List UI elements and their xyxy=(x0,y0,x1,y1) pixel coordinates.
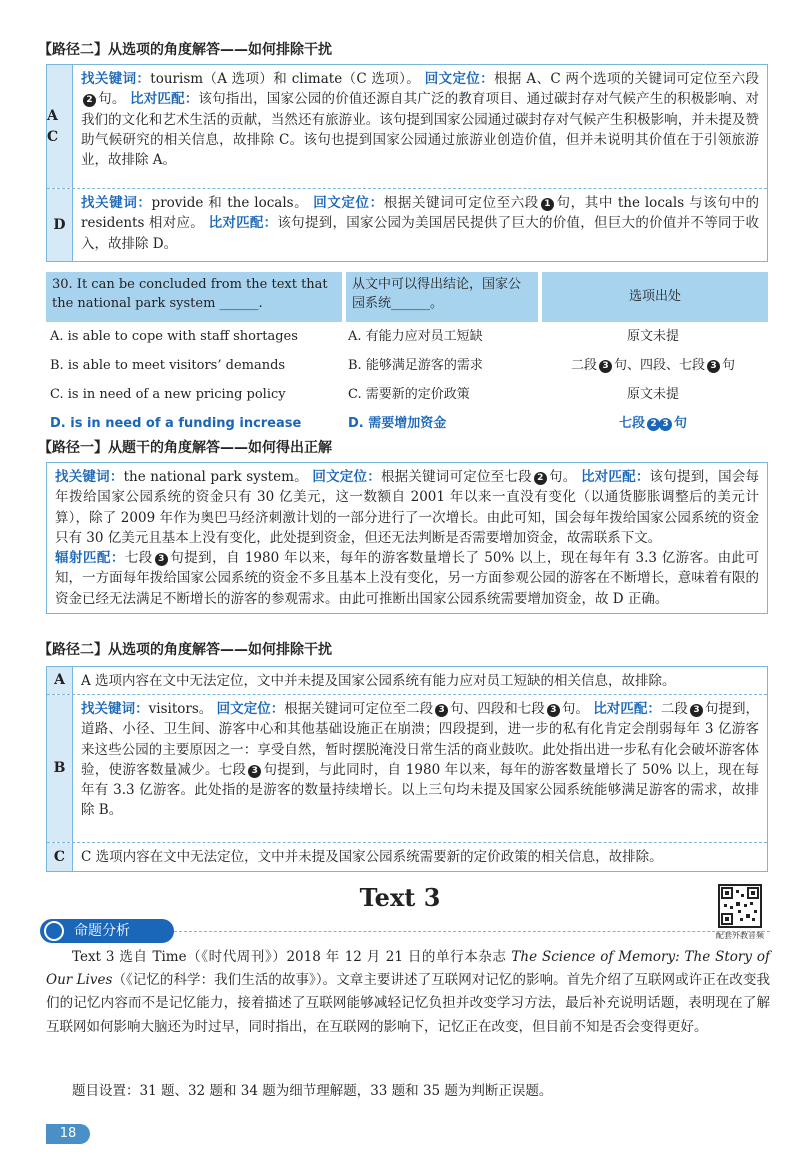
locate-label: 回文定位： xyxy=(216,701,285,717)
row-label: C xyxy=(47,843,73,871)
sentence-number-icon: 2 xyxy=(647,418,660,431)
radiate-text: 七段 xyxy=(124,550,153,566)
option-row-d xyxy=(47,189,767,261)
section-heading-path2: 【路径二】从选项的角度解答——如何排除干扰 xyxy=(38,42,332,58)
locate-text: 句、四段和七段 xyxy=(450,701,545,717)
magnifier-icon xyxy=(44,921,64,941)
option-b xyxy=(46,351,768,380)
locate-text-post: 句，其中 the locals 与该句中的 residents 相对应。 xyxy=(81,195,759,232)
match-label: 比对匹配： xyxy=(580,469,650,485)
match-text: 二段 xyxy=(660,701,688,717)
path1-box xyxy=(46,462,768,614)
locate-label: 回文定位： xyxy=(313,195,384,211)
locate-text-post: 句。 xyxy=(548,469,577,485)
option-cn: B. 能够满足游客的需求 xyxy=(348,357,483,373)
option-row-b xyxy=(47,695,767,843)
sentence-number-icon: 3 xyxy=(155,553,168,566)
sentence-number-icon: 3 xyxy=(248,765,261,778)
source-text: 句 xyxy=(674,415,688,431)
para-text: （《记忆的科学：我们生活的故事》）。文章主要讲述了互联网对记忆的影响。首先介绍了互联网或许正在改变我们的记忆内容而不是记忆能力，接着描述了互联网能够减轻记忆负担并改变学习方法，最后补充说明话题，表明现在了解互联网如何影响大脑还为时过早，同时指出，在互联网的影响下，记忆正在改变，但目前不知是否会变得更好。 xyxy=(46,972,770,1035)
question-header xyxy=(46,272,768,322)
keyword-label: 找关键词： xyxy=(81,701,149,717)
match-label: 比对匹配： xyxy=(130,91,199,108)
option-row-a xyxy=(47,667,767,695)
option-en: A. is able to cope with staff shortages xyxy=(50,328,298,344)
path2-options-box xyxy=(46,64,768,262)
analysis-label: 命题分析 xyxy=(74,922,130,939)
row-body xyxy=(73,189,767,261)
option-source xyxy=(538,356,768,376)
locate-text: 句。 xyxy=(561,701,589,717)
keyword-text: tourism（A 选项）和 climate（C 选项）。 xyxy=(150,71,421,87)
source-text: 七段 xyxy=(618,415,645,431)
divider xyxy=(174,931,770,932)
question-stem-cn: 从文中可以得出结论，国家公园系统______。 xyxy=(346,272,538,322)
sentence-number-icon: 3 xyxy=(690,704,703,717)
keyword-text: visitors。 xyxy=(148,701,213,717)
keyword-label: 找关键词： xyxy=(55,469,124,485)
keyword-label: 找关键词： xyxy=(81,195,152,211)
option-source: 原文未提 xyxy=(626,328,679,344)
qr-label: 配套外教音频 xyxy=(716,931,764,940)
keyword-label: 找关键词： xyxy=(81,71,151,87)
row-label: A xyxy=(47,667,73,694)
match-text: 该句提到，国会每年拨给国家公园系统的资金只有 30 亿美元，这一数额自 2001 年以来一直没有变化（以通货膨胀调整后的美元计算），除了 2009 年作为奥巴马经济刺激计划的一部分进行了一次增长。由此可知，国会每年拨给国家公园系统的资金只有 30 亿美元且基本上没有变化，此处提到资金，但还无法判断是否需要增加资金，故需联系下文。 xyxy=(55,469,760,546)
section-heading-path1: 【路径一】从题干的角度解答——如何得出正解 xyxy=(38,440,332,456)
option-d-answer xyxy=(46,409,768,438)
keyword-text: the national park system。 xyxy=(123,469,308,485)
match-label: 比对匹配： xyxy=(593,701,661,717)
text3-title: Text 3 xyxy=(359,883,441,912)
option-row-ac xyxy=(47,65,767,189)
match-text: 该句指出，国家公园的价值还源自其广泛的教育项目、通过碳封存对气候产生的积极影响、对我们的文化和艺术生活的贡献，当然还有旅游业。该句提到国家公园通过碳封存对气候产生积极影响，并未提及赞助气候研究的相关信息，故排除 C。该句也提到国家公园通过旅游业创造价值，但并未说明其价值在于引领旅游业，故排除 A。 xyxy=(81,91,760,168)
sentence-number-icon: 3 xyxy=(599,360,612,373)
row-label: B xyxy=(47,695,73,842)
locate-label: 回文定位： xyxy=(424,71,495,87)
source-text: 句 xyxy=(722,357,736,373)
locate-text-post: 句。 xyxy=(98,91,126,108)
row-label: A C xyxy=(47,65,73,188)
option-a xyxy=(46,322,768,351)
row-body: A 选项内容在文中无法定位，文中并未提及国家公园系统有能力应对员工短缺的相关信息，故排除。 xyxy=(81,673,676,689)
book-title: The Science of Memory: The Story of Our Lives xyxy=(46,949,771,989)
keyword-text: provide 和 the locals。 xyxy=(151,195,309,211)
option-c xyxy=(46,380,768,409)
sentence-number-icon: 3 xyxy=(435,704,448,717)
sentence-number-icon: 2 xyxy=(534,472,547,485)
match-text: 该句提到，国家公园为美国居民提供了巨大的价值，但巨大的价值并不等同于收入，故排除 D。 xyxy=(81,215,759,252)
radiate-label: 辐射匹配： xyxy=(55,550,125,566)
sentence-number-icon: 3 xyxy=(547,704,560,717)
question-30-table xyxy=(46,272,768,438)
option-en: B. is able to meet visitors’ demands xyxy=(50,357,286,373)
text3-intro-paragraph xyxy=(46,946,770,1039)
option-source xyxy=(538,414,768,434)
row-body xyxy=(73,695,767,842)
source-header: 选项出处 xyxy=(542,272,768,322)
option-en: D. is in need of a funding increase xyxy=(50,415,302,431)
analysis-badge xyxy=(40,919,174,943)
locate-text: 根据 A、C 两个选项的关键词可定位至六段 xyxy=(494,71,759,87)
locate-text: 根据关键词可定位至六段 xyxy=(383,195,539,211)
option-row-c xyxy=(47,843,767,871)
path2-options-box-bottom xyxy=(46,666,768,872)
qr-code-icon[interactable] xyxy=(718,884,762,928)
locate-text: 根据关键词可定位至二段 xyxy=(284,701,434,717)
para-text: Text 3 选自 Time（《时代周刊》）2018 年 12 月 21 日的单行本杂志 xyxy=(72,949,512,965)
row-body: C 选项内容在文中无法定位，文中并未提及国家公园系统需要新的定价政策的相关信息，故排除。 xyxy=(81,849,663,865)
match-label: 比对匹配： xyxy=(208,215,278,232)
option-cn: A. 有能力应对员工短缺 xyxy=(348,328,483,344)
sentence-number-icon: 3 xyxy=(707,360,720,373)
match-text: 句提到，与此同时，自 1980 年以来，每年的游客数量增长了 50% 以上，现在每年有 3.3 亿游客。此处指的是游客的数量持续增长。以上三句均未提及国家公园系统能够满足游客的需求，故排除 B。 xyxy=(81,761,760,819)
sentence-number-icon: 2 xyxy=(83,94,96,107)
option-en: C. is in need of a new pricing policy xyxy=(50,386,286,402)
question-stem-en: 30. It can be concluded from the text that the national park system ______. xyxy=(46,272,342,322)
match-text: 句提到，道路、小径、卫生间、游客中心和其他基础设施正在崩溃；四段提到，进一步的私有化肯定会削弱每年 3 亿游客来这些公园的主要原因之一：享受自然，暂时摆脱淹没日常生活的商业鼓吹。此处指出进一步私有化会破坏游客体验，使游客数量减少。七段 xyxy=(81,701,760,778)
option-source: 原文未提 xyxy=(626,386,679,402)
section-heading-path2-bottom: 【路径二】从选项的角度解答——如何排除干扰 xyxy=(38,642,332,658)
option-cn: D. 需要增加资金 xyxy=(348,415,447,431)
sentence-number-icon: 1 xyxy=(541,198,554,211)
question-setup-paragraph: 题目设置：31 题、32 题和 34 题为细节理解题，33 题和 35 题为判断正误题。 xyxy=(72,1083,553,1099)
radiate-text: 句提到，自 1980 年以来，每年的游客数量增长了 50% 以上，现在每年有 3.3 亿游客。由此可知，一方面每年拨给国家公园系统的资金不多且基本上没有变化，另一方面参观公园的游客在不断增长，意味着有限的资金已经无法满足不断增长的游客的参观需求。由此可推断出国家公园系统需要增加资金，故 D 正确。 xyxy=(55,550,760,607)
sentence-number-icon: 3 xyxy=(659,418,672,431)
source-text: 句、四段、七段 xyxy=(613,357,705,373)
option-cn: C. 需要新的定价政策 xyxy=(348,386,470,402)
page-number: 18 xyxy=(46,1124,90,1144)
source-text: 二段 xyxy=(570,357,597,373)
row-label: D xyxy=(47,189,73,261)
locate-label: 回文定位： xyxy=(312,469,381,485)
row-body xyxy=(73,65,767,188)
locate-text: 根据关键词可定位至七段 xyxy=(380,469,532,485)
